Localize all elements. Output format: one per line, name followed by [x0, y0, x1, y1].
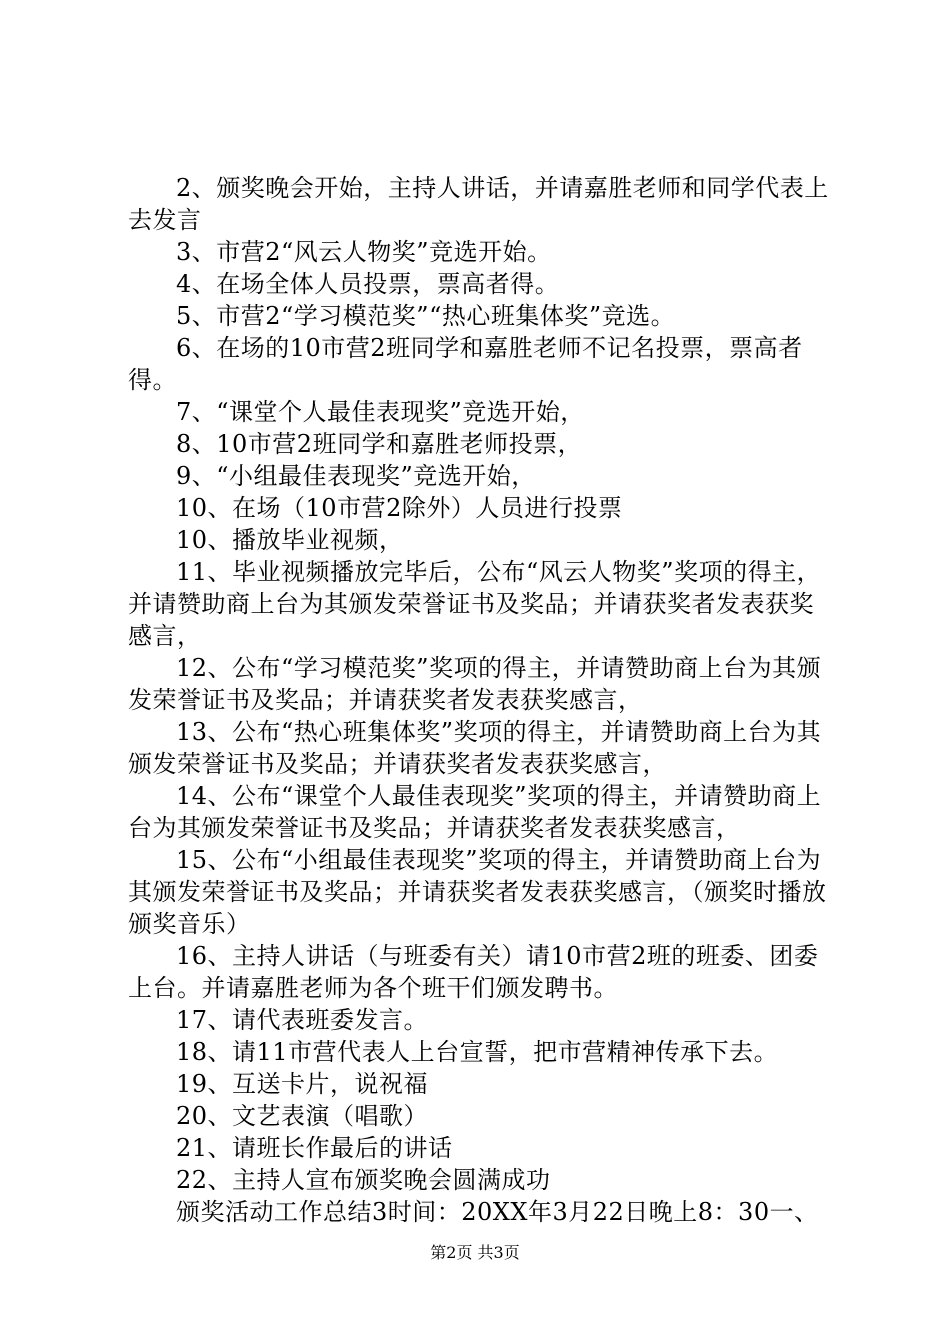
- paragraph-5: 6、在场的10市营2班同学和嘉胜老师不记名投票，票高者得。: [128, 334, 803, 394]
- page-number: 第2页 共3页: [430, 1243, 520, 1262]
- paragraph-21: 21、请班长作最后的讲话: [176, 1134, 453, 1162]
- paragraph-2: 3、市营2“风云人物奖”竞选开始。: [176, 238, 552, 266]
- paragraph-7: 8、10市营2班同学和嘉胜老师投票，: [176, 430, 583, 458]
- paragraph-13: 13、公布“热心班集体奖”奖项的得主，并请赞助商上台为其颁发荣誉证书及奖品；并请获奖者发表获奖感言，: [128, 718, 822, 778]
- paragraph-11: 11、毕业视频播放完毕后，公布“风云人物奖”奖项的得主，并请赞助商上台为其颁发荣誉证书及奖品；并请获奖者发表获奖感言，: [128, 558, 822, 650]
- paragraph-3: 4、在场全体人员投票，票高者得。: [176, 270, 560, 298]
- paragraph-18: 18、请11市营代表人上台宣誓，把市营精神传承下去。: [176, 1038, 779, 1066]
- paragraph-23: 颁奖活动工作总结3时间：20XX年3月22日晚上8：30一、: [176, 1198, 819, 1226]
- paragraph-12: 12、公布“学习模范奖”奖项的得主，并请赞助商上台为其颁发荣誉证书及奖品；并请获奖者发表获奖感言，: [128, 654, 822, 714]
- paragraph-9: 10、在场（10市营2除外）人员进行投票: [176, 494, 623, 522]
- paragraph-19: 19、互送卡片，说祝福: [176, 1070, 429, 1098]
- document-body: [128, 172, 836, 1228]
- paragraph-15: 15、公布“小组最佳表现奖”奖项的得主，并请赞助商上台为其颁发荣誉证书及奖品；并请获奖者发表获奖感言，（颁奖时播放颁奖音乐）: [128, 846, 827, 938]
- paragraph-22: 22、主持人宣布颁奖晚会圆满成功: [176, 1166, 551, 1194]
- paragraph-8: 9、“小组最佳表现奖”竞选开始，: [176, 462, 536, 490]
- paragraph-20: 20、文艺表演（唱歌）: [176, 1102, 429, 1130]
- paragraph-16: 16、主持人讲话（与班委有关）请10市营2班的班委、团委上台。并请嘉胜老师为各个班干们颁发聘书。: [128, 942, 819, 1002]
- paragraph-1: 2、颁奖晚会开始，主持人讲话，并请嘉胜老师和同学代表上去发言: [128, 174, 829, 234]
- page-footer: [0, 1243, 950, 1263]
- paragraph-14: 14、公布“课堂个人最佳表现奖”奖项的得主，并请赞助商上台为其颁发荣誉证书及奖品；并请获奖者发表获奖感言，: [128, 782, 822, 842]
- paragraph-4: 5、市营2“学习模范奖”“热心班集体奖”竞选。: [176, 302, 676, 330]
- paragraph-17: 17、请代表班委发言。: [176, 1006, 429, 1034]
- paragraph-6: 7、“课堂个人最佳表现奖”竞选开始，: [176, 398, 585, 426]
- paragraph-10: 10、播放毕业视频，: [176, 526, 404, 554]
